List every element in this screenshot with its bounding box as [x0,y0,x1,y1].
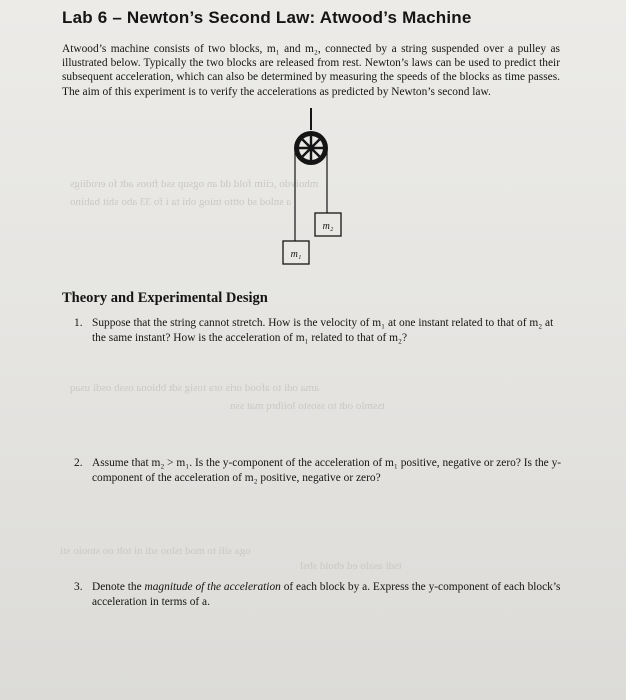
show-through-decoration: tsdi asalo ed eboid sbsl [300,560,402,572]
section-heading: Theory and Experimental Design [62,290,268,306]
show-through-decoration: oga sili to mod tsloo sdi ni tolt oo stooio sti [60,545,251,557]
question-text-part: of each block by a. Express the y-component of each block’s acceleration in terms of a. [92,581,561,608]
question-emphasis: magnitude of the acceleration [144,581,281,593]
question-text [92,580,562,609]
page-title: Lab 6 – Newton’s Second Law: Atwood’s Machine [62,8,472,27]
question-2 [74,456,562,485]
question-text-part: Denote the [92,581,145,593]
question-1 [74,316,562,345]
show-through-decoration: ama odi to afood oris ora tosig sdt bbiona ossb osdi usaq [70,382,320,394]
question-number: 1. [74,317,83,329]
show-through-decoration: mhoivdo ,ciim fold dd an ogsup ssd ftoos adt fo erodiigs [70,178,319,190]
question-text: Suppose that the string cannot stretch. How is the velocity of m₁ at one instant related to that of m₂ at the same instant? How is the acceleration of m₁ related to that of m₂? [92,317,554,344]
show-through-decoration: a snlod sd ottto tniog ohi ta i fo 33 abo shit babino [70,196,292,208]
block-m2-label: m₂ [322,221,334,232]
question-number: 3. [74,581,83,593]
block-m1-label: m₁ [290,249,302,260]
intro-paragraph: Atwood’s machine consists of two blocks, m₁ and m₂, connected by a string suspended over a pulley as illustrated below. Typically the two blocks are released from rest. Newton’s laws can be used to predict their subsequent acceleration, which can also be determined by measuring the speeds of the blocks as time passes. The aim of this experiment is to verify the accelerations as predicted by Newton’s second law. [62,43,560,98]
question-number: 2. [74,457,83,469]
pulley-icon [294,131,328,165]
show-through-decoration: tssmlo odt to ssosto loiibrq mat ssn [230,400,385,412]
question-3 [74,580,562,609]
question-text: Assume that m₂ > m₁. Is the y-component of the acceleration of m₁ positive, negative or zero? Is the y-component of the acceleration of m₂ positive, negative or zero? [92,457,562,484]
